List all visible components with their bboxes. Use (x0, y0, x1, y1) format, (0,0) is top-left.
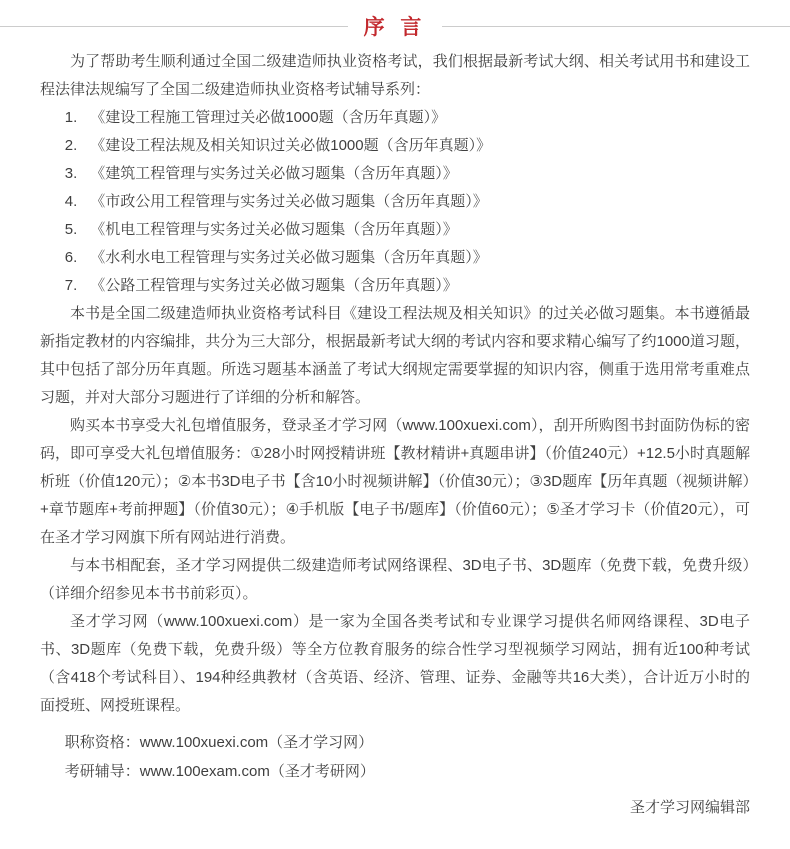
contact-list (40, 728, 750, 786)
series-item-title: 《公路工程管理与实务过关必做习题集（含历年真题）》 (90, 277, 458, 294)
preface-page (0, 10, 790, 849)
contact-label: 职称资格： (64, 734, 140, 751)
series-item-number: 7. (64, 277, 78, 294)
series-item-title: 《水利水电工程管理与实务过关必做习题集（含历年真题）》 (90, 249, 488, 266)
contact-line (40, 728, 750, 757)
contact-line (40, 757, 750, 786)
preface-title: 序 言 (363, 16, 427, 39)
gift-package-paragraph: 购买本书享受大礼包增值服务，登录圣才学习网（www.100xuexi.com），刮开所购图书封面防伪标的密码，即可享受大礼包增值服务：①28小时网授精讲班【教材精讲+真题串讲】（价值240元）+12.5小时真题解析班（价值120元）；②本书3D电子书【含10小时视频讲解】（价值30元）；③3D题库【历年真题（视频讲解）+章节题库+考前押题】（价值30元）；④手机版【电子书/题库】（价值60元）；⑤圣才学习卡（价值20元），可在圣才学习网旗下所有网站进行消费。 (40, 417, 750, 546)
about-site-paragraph: 圣才学习网（www.100xuexi.com）是一家为全国各类考试和专业课学习提供名师网络课程、3D电子书、3D题库（免费下载，免费升级）等全方位教育服务的综合性学习型视频学习网站，拥有近100种考试（含418个考试科目）、194种经典教材（含英语、经济、管理、证券、金融等共16大类），合计近万小时的面授班、网授班课程。 (40, 613, 750, 714)
series-item-number: 4. (64, 193, 78, 210)
about-book-paragraph: 本书是全国二级建造师执业资格考试科目《建设工程法规及相关知识》的过关必做习题集。本书遵循最新指定教材的内容编排，共分为三大部分，根据最新考试大纲的考试内容和要求精心编写了约1000道习题，其中包括了部分历年真题。所选习题基本涵盖了考试大纲规定需要掌握的知识内容，侧重于选用常考重难点习题，并对大部分习题进行了详细的分析和解答。 (40, 305, 750, 406)
series-item-number: 3. (64, 165, 78, 182)
series-item-title: 《建设工程施工管理过关必做1000题（含历年真题）》 (90, 109, 447, 126)
series-item-title: 《建筑工程管理与实务过关必做习题集（含历年真题）》 (90, 165, 458, 182)
series-item-title: 《市政公用工程管理与实务过关必做习题集（含历年真题）》 (90, 193, 488, 210)
series-item (40, 132, 750, 160)
divider-line-right (442, 26, 790, 27)
contact-site: （圣才学习网） (268, 734, 374, 751)
series-item-number: 1. (64, 109, 78, 126)
series-item-number: 2. (64, 137, 78, 154)
editor-signature: 圣才学习网编辑部 (629, 799, 750, 816)
contact-url: www.100xuexi.com (139, 734, 269, 751)
series-item (40, 272, 750, 300)
series-item (40, 104, 750, 132)
series-item (40, 188, 750, 216)
intro-paragraph: 为了帮助考生顺利通过全国二级建造师执业资格考试，我们根据最新考试大纲、相关考试用书和建设工程法律法规编写了全国二级建造师执业资格考试辅导系列： (40, 53, 750, 98)
series-item (40, 216, 750, 244)
series-item-title: 《机电工程管理与实务过关必做习题集（含历年真题）》 (90, 221, 458, 238)
divider-line-left (0, 26, 348, 27)
contact-url: www.100exam.com (139, 763, 270, 780)
contact-label: 考研辅导： (64, 763, 140, 780)
series-item (40, 160, 750, 188)
signature-row (40, 798, 750, 818)
preface-header (0, 10, 790, 42)
series-item-number: 5. (64, 221, 78, 238)
companion-paragraph: 与本书相配套，圣才学习网提供二级建造师考试网络课程、3D电子书、3D题库（免费下载，免费升级）（详细介绍参见本书书前彩页）。 (40, 557, 750, 602)
preface-content (0, 42, 790, 818)
series-item-title: 《建设工程法规及相关知识过关必做1000题（含历年真题）》 (90, 137, 492, 154)
series-item-number: 6. (64, 249, 78, 266)
series-item (40, 244, 750, 272)
book-series-list (40, 104, 750, 300)
contact-site: （圣才考研网） (269, 763, 375, 780)
